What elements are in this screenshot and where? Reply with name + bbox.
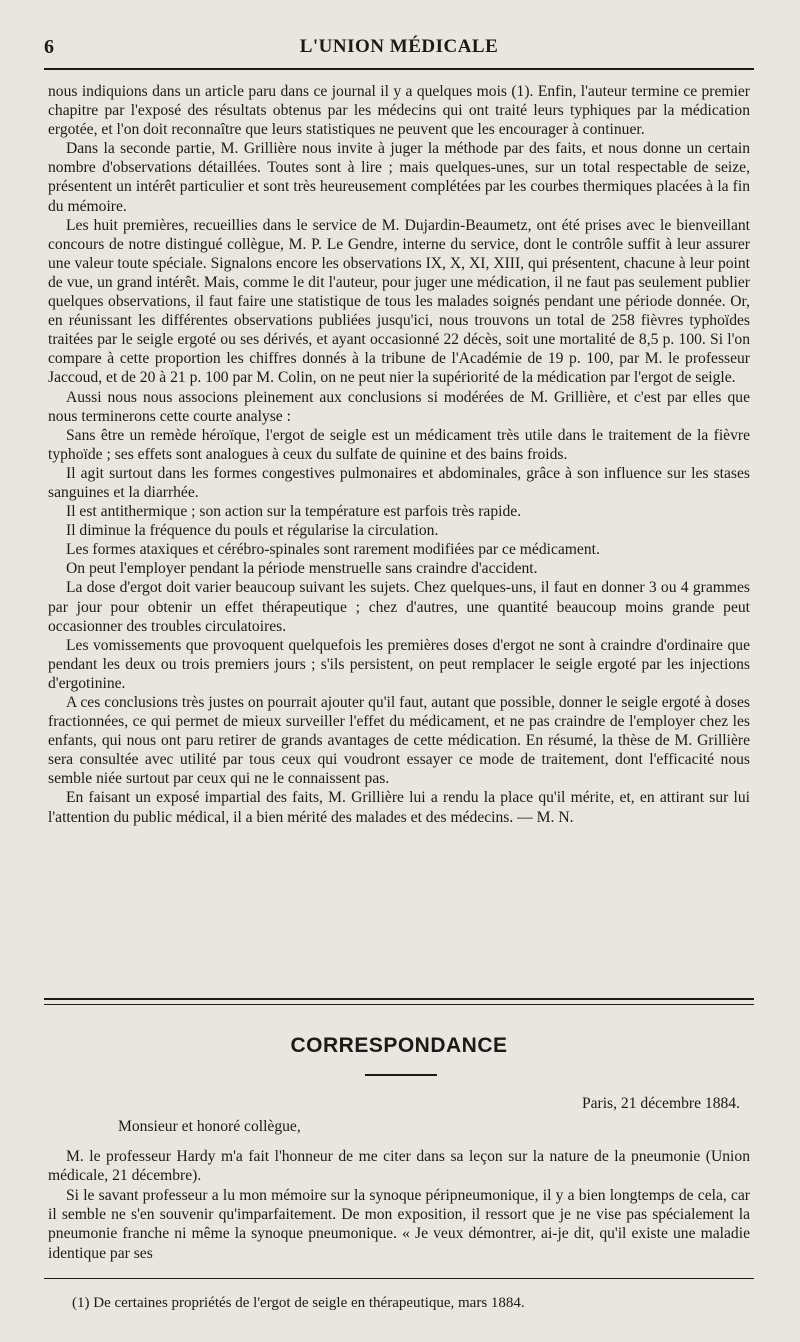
paragraph: M. le professeur Hardy m'a fait l'honneur de me citer dans sa leçon sur la nature de la pneumonie (Union médicale, 21 décembre). (48, 1147, 750, 1185)
footnote: (1) De certaines propriétés de l'ergot de seigle en thérapeutique, mars 1884. (72, 1295, 525, 1311)
section-divider-bottom (44, 1004, 754, 1005)
page-number: 6 (44, 36, 54, 58)
salutation: Monsieur et honoré collègue, (118, 1118, 301, 1136)
page-header (44, 36, 754, 62)
paragraph: Il diminue la fréquence du pouls et régularise la circulation. (66, 522, 439, 540)
section-title-rule (365, 1074, 437, 1076)
paragraph: nous indiquions dans un article paru dans ce journal il y a quelques mois (1). Enfin, l'auteur termine ce premier chapitre par l'exposé des résultats obtenus par les médecins qui ont traité leurs typhiques par la médication ergotée, et l'on doit reconnaître que leurs statistiques ne peuvent que les encourager à continuer. (48, 83, 750, 139)
paragraph: On peut l'employer pendant la période menstruelle sans craindre d'accident. (66, 560, 538, 578)
paragraph: Si le savant professeur a lu mon mémoire sur la synoque péripneumonique, il y a bien longtemps de cela, car il semble ne s'en souvenir qu'imparfaitement. De mon exposition, il ressort que je ne vise pas spécialement la pneumonie franche ni même la synoque pneumonique. « Je veux démontrer, ai-je dit, qu'il existe une maladie identique par ses (48, 1186, 750, 1262)
article-body (48, 82, 750, 827)
header-rule (44, 68, 754, 70)
paragraph: Les formes ataxiques et cérébro-spinales sont rarement modifiées par ce médicament. (66, 541, 600, 559)
footnote-rule (44, 1278, 754, 1279)
section-title: CORRESPONDANCE (290, 1034, 508, 1057)
dateline: Paris, 21 décembre 1884. (581, 1095, 740, 1112)
correspondance-body (48, 1094, 750, 1263)
paragraph: A ces conclusions très justes on pourrait ajouter qu'il faut, autant que possible, donner le seigle ergoté à doses fractionnées, ce qui permet de mieux surveiller l'effet du médicament, et ne pas craindre de l'employer chez les enfants, qui nous ont paru retirer de grands avantages de cette médication. En résumé, la thèse de M. Grillière sera consultée avec utilité par tous ceux qui voudront essayer ce mode de traitement, dont l'efficacité nous semble niée surtout par ceux qui ne le connaissent pas. (48, 694, 750, 788)
paragraph: Les huit premières, recueillies dans le service de M. Dujardin-Beaumetz, ont été prises avec le bienveillant concours de notre distingué collègue, M. P. Le Gendre, interne du service, dont le contrôle suffit à leur assurer une valeur toute spéciale. Signalons encore les observations IX, X, XI, XIII, qui présentent, chacune à leur point de vue, un grand intérêt. Mais, comme le dit l'auteur, pour juger une médication, il ne faut pas seulement publier quelques observations, il faut faire une statistique de tous les malades soignés pendant une période donnée. Or, en réunissant les différentes observations publiées jusqu'ici, nous trouvons un total de 258 fièvres typhoïdes traitées par le seigle ergoté ou ses dérivés, et ayant occasionné 22 décès, soit une mortalité de 8,5 p. 100. Si l'on compare à cette proportion les chiffres donnés à la tribune de l'Académie de 19 p. 100, par M. le professeur Jaccoud, et de 20 à 21 p. 100 par M. Colin, on ne peut nier la supériorité de la médication par l'ergot de seigle. (48, 216, 750, 387)
paragraph: Aussi nous nous associons pleinement aux conclusions si modérées de M. Grillière, et c'est par elles que nous terminerons cette courte analyse : (48, 388, 750, 425)
paragraph: Les vomissements que provoquent quelquefois les premières doses d'ergot ne sont à craindre d'ordinaire que pendant les deux ou trois premiers jours ; s'ils persistent, on peut remplacer le seigle ergoté par les injections d'ergotinine. (48, 636, 750, 692)
paragraph: Il est antithermique ; son action sur la température est parfois très rapide. (66, 503, 522, 521)
section-divider-top (44, 998, 754, 1000)
paragraph: Sans être un remède héroïque, l'ergot de seigle est un médicament très utile dans le traitement de la fièvre typhoïde ; ses effets sont analogues à ceux du sulfate de quinine et des bains froids. (48, 426, 750, 463)
paragraph: Il agit surtout dans les formes congestives pulmonaires et abdominales, grâce à son influence sur les stases sanguines et la diarrhée. (48, 464, 750, 501)
paragraph: La dose d'ergot doit varier beaucoup suivant les sujets. Chez quelques-uns, il faut en donner 3 ou 4 grammes par jour pour obtenir un effet thérapeutique ; chez d'autres, une quantité beaucoup moins grande peut occasionner des troubles circulatoires. (48, 579, 750, 635)
paragraph: Dans la seconde partie, M. Grillière nous invite à juger la méthode par des faits, et nous donne un certain nombre d'observations détaillées. Toutes sont à lire ; mais quelques-unes, sur un total respectable de seize, présentent un intérêt particulier et sont très heureusement complétées par les courbes thermiques placées à la fin du mémoire. (48, 140, 750, 215)
running-title: L'UNION MÉDICALE (299, 36, 499, 57)
paragraph: En faisant un exposé impartial des faits, M. Grillière lui a rendu la place qu'il mérite, et, en attirant sur lui l'attention du public médical, il a bien mérité des malades et des médecins. — M. N. (48, 789, 750, 826)
